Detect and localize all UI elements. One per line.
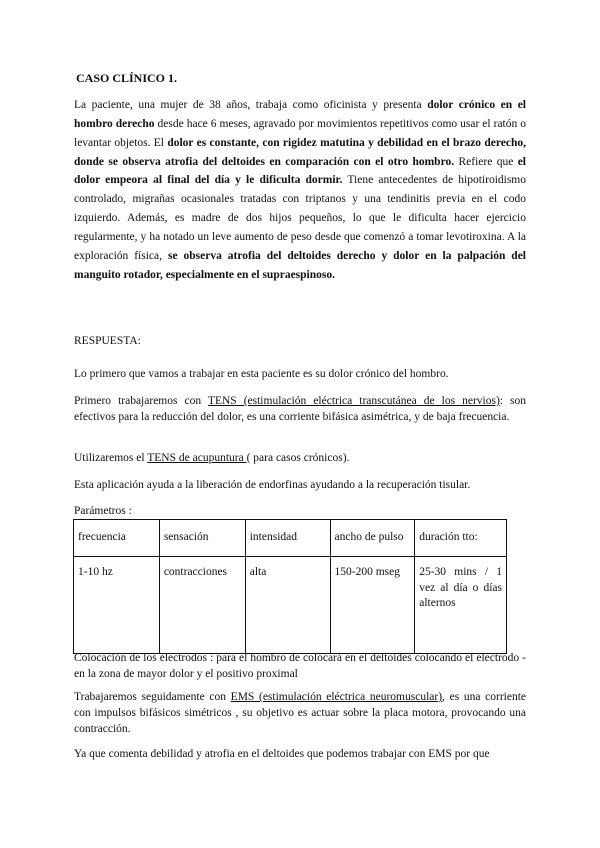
ems-underlined: EMS (estimulación eléctrica neuromuscular): [230, 691, 443, 703]
header-cell: frecuencia: [74, 520, 160, 557]
case-description: [74, 96, 526, 285]
case-text-3: Refiere que: [454, 155, 518, 168]
tens-acu-post: ( para casos crónicos).: [246, 452, 350, 464]
last-paragraph: Ya que comenta debilidad y atrofia en el deltoides que podemos trabajar con EMS por que: [74, 748, 490, 760]
case-text-1: La paciente, una mujer de 38 años, trabaja como oficinista y presenta: [74, 99, 428, 111]
header-cell: ancho de pulso: [330, 520, 415, 557]
params-label: Parámetros :: [74, 505, 132, 517]
case-text-2: desde hace 6 meses, agravado por movimientos repetitivos como usar el ratón o levantar objetos. El: [74, 117, 526, 149]
data-cell: 25-30 mins / 1 vez al día o días alternos: [415, 557, 507, 654]
tens-acupuntura-paragraph: [74, 450, 526, 467]
case-bold-4: se observa atrofia del deltoides derecho y dolor en la palpación del manguito rotador, especialmente en el supraespinoso.: [74, 249, 526, 281]
tens-acu-pre: Utilizaremos el: [74, 452, 148, 464]
data-cell: 150-200 mseg: [330, 557, 415, 654]
tens-acu-underlined: TENS de acupuntura: [147, 452, 247, 464]
case-bold-1: dolor crónico en el hombro derecho: [74, 99, 526, 130]
endorfinas-paragraph: Esta aplicación ayuda a la liberación de endorfinas ayudando a la recuperación tisular.: [74, 479, 471, 491]
data-cell: contracciones: [159, 557, 245, 654]
case-title: CASO CLÍNICO 1.: [76, 71, 178, 85]
intro-paragraph: Lo primero que vamos a trabajar en esta paciente es su dolor crónico del hombro.: [74, 368, 449, 380]
colocacion-paragraph: Colocación de los electrodos : para el hombro de colocará en el deltoides colocando el electrodo - en la zona de mayor dolor y el positivo proximal: [74, 652, 526, 680]
tens-post: : son efectivos para la reducción del dolor, es una corriente bifásica asimétrica, y de baja frecuencia.: [74, 395, 526, 423]
ems-pre: Trabajaremos seguidamente con: [74, 691, 231, 703]
data-cell: 1-10 hz: [74, 557, 160, 654]
tens-pre: Primero trabajaremos con: [74, 395, 208, 407]
params-data-row: [74, 557, 507, 654]
case-text-4: Tiene antecedentes de hipotiroidismo controlado, migrañas ocasionales tratadas con triptanos y una tendinitis previa en el codo izquierdo. Además, es madre de dos hijos pequeños, lo que le dificulta hacer ejercicio regularmente, y ha notado un leve aumento de peso desde que comenzó a tomar levotiroxina. A la exploración física,: [74, 174, 526, 262]
ems-post: , es una corriente con impulsos bifásicos simétricos , su objetivo es actuar sobre la placa motora, provocando una contracción.: [74, 691, 526, 735]
data-cell: alta: [245, 557, 330, 654]
ems-paragraph: [74, 690, 526, 738]
params-table: [73, 519, 507, 654]
header-cell: duración tto:: [415, 520, 507, 557]
case-bold-3: el dolor empeora al final del día y le dificulta dormir.: [74, 155, 526, 187]
case-bold-2: dolor es constante, con rigidez matutina y debilidad en el brazo derecho, donde se observa atrofia del deltoides en comparación con el otro hombro.: [74, 136, 527, 168]
tens-paragraph: [74, 394, 526, 426]
header-cell: intensidad: [245, 520, 330, 557]
tens-underlined: TENS (estimulación eléctrica transcutánea de los nervios): [207, 395, 500, 407]
respuesta-heading: RESPUESTA:: [74, 335, 141, 347]
params-header-row: [74, 520, 507, 557]
header-cell: sensación: [159, 520, 245, 557]
